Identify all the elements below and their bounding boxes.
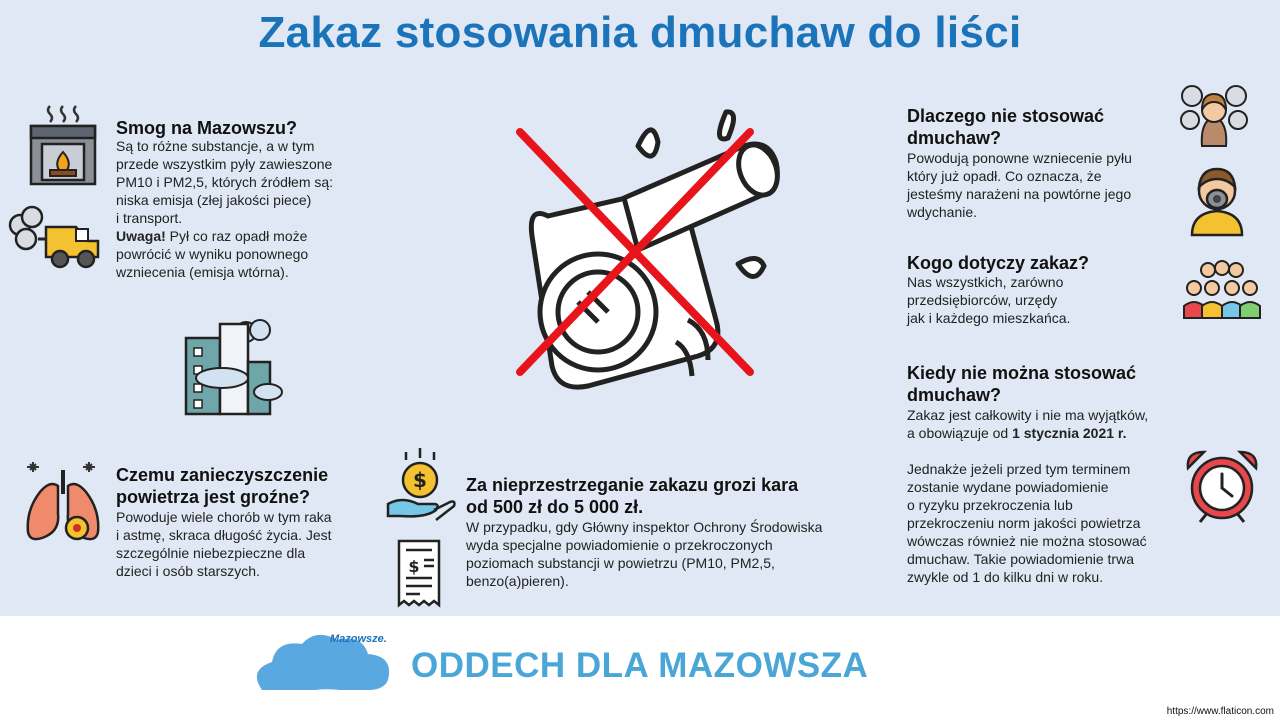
gas-mask-person-icon [1188, 165, 1246, 237]
smog-text: Są to różne substancje, a w tym przede wszystkim pyły zawieszone PM10 i PM2,5, których źródłem są: niska emisja (złej jakości piece) i transport. Uwaga! Pył co raz opadł może powrócić w wyniku ponownego wzniecenia (emisja wtórna). [116, 138, 334, 280]
smog-heading: Smog na Mazowszu? [116, 118, 298, 138]
alarm-clock-icon [1184, 448, 1260, 526]
penalty-heading: Za nieprzestrzeganie zakazu grozi kara od 500 zł do 5 000 zł. [466, 475, 799, 517]
smog-city-icon [184, 318, 284, 416]
why-heading: Dlaczego nie stosować dmuchaw? [907, 106, 1105, 148]
crossed-leaf-blower-icon [488, 106, 788, 406]
people-group-icon [1182, 258, 1262, 320]
smog-person-icon [1180, 80, 1248, 150]
lungs-icon [22, 460, 104, 546]
warning-label: Uwaga! [116, 228, 166, 244]
who-text: Nas wszystkich, zarówno przedsiębiorców, urzędy jak i każdego mieszkańca. [907, 274, 1071, 326]
fireplace-icon [28, 104, 98, 186]
svg-text:$: $ [413, 468, 427, 492]
start-date: 1 stycznia 2021 r. [1012, 425, 1127, 441]
money-hand-icon [384, 446, 456, 522]
pollution-heading: Czemu zanieczyszczenie powietrza jest groźne? [116, 465, 329, 507]
svg-text:$: $ [408, 557, 420, 576]
when-heading: Kiedy nie można stosować dmuchaw? [907, 363, 1137, 405]
pollution-text: Powoduje wiele chorób w tym raka i astmę, skraca długość życia. Jest szczególnie niebezpieczne dla dzieci i osób starszych. [116, 509, 332, 579]
when-text: Zakaz jest całkowity i nie ma wyjątków, a obowiązuje od 1 stycznia 2021 r. Jednakże jeżeli przed tym terminem zostanie wydane powiadomienie o ryzyku przekroczenia lub przekroczeniu norm jakości powietrza wówczas również nie można stosować dmuchaw. Takie powiadomienie trwa zwykle od 1 do kilku dni w roku. [907, 407, 1149, 585]
penalty-text: W przypadku, gdy Główny inspektor Ochrony Środowiska wyda specjalne powiadomienie o przekroczonych poziomach substancji w powietrzu (PM10, PM2,5, benzo(a)pieren). [466, 519, 823, 589]
why-text: Powodują ponowne wzniecenie pyłu który już opadł. Co oznacza, że jesteśmy narażeni na powtórne jego wdychanie. [907, 150, 1132, 220]
footer-title: ODDECH DLA MAZOWSZA [411, 646, 869, 685]
brand-logo: Mazowsze. [330, 633, 387, 645]
who-heading: Kogo dotyczy zakaz? [907, 253, 1090, 273]
page-title: Zakaz stosowania dmuchaw do liści [258, 8, 1022, 57]
receipt-icon [396, 538, 442, 608]
truck-exhaust-icon [8, 205, 102, 271]
flaticon-credit: https://www.flaticon.com [1166, 706, 1274, 717]
